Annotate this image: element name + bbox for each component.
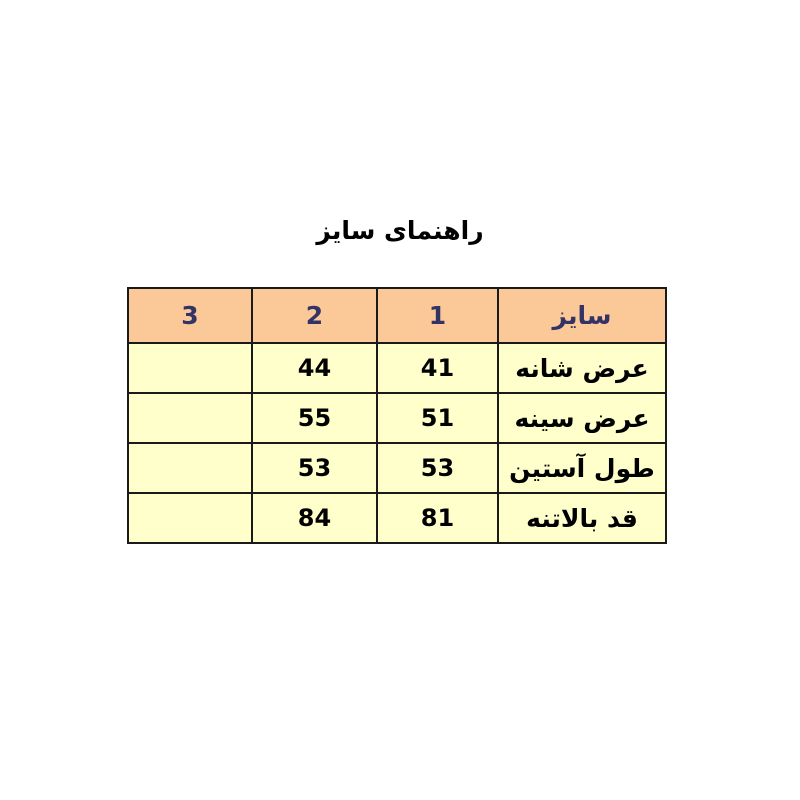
value-cell: 53	[377, 443, 498, 493]
row-label-cell: عرض شانه	[498, 343, 666, 393]
value-cell: 53	[252, 443, 377, 493]
value-cell-empty	[128, 493, 252, 543]
value-cell: 44	[252, 343, 377, 393]
size-guide-table	[127, 287, 667, 544]
table-row-torso-length	[128, 493, 666, 543]
value-cell: 41	[377, 343, 498, 393]
row-label-cell: طول آستین	[498, 443, 666, 493]
value-cell: 51	[377, 393, 498, 443]
row-label-cell: قد بالاتنه	[498, 493, 666, 543]
value-cell-empty	[128, 343, 252, 393]
value-cell: 55	[252, 393, 377, 443]
table-row-sleeve-length	[128, 443, 666, 493]
table-header-row	[128, 288, 666, 343]
value-cell-empty	[128, 443, 252, 493]
header-cell-size-label: سایز	[498, 288, 666, 343]
table-row-chest-width	[128, 393, 666, 443]
header-cell-size-2: 2	[252, 288, 377, 343]
value-cell: 81	[377, 493, 498, 543]
header-cell-size-3: 3	[128, 288, 252, 343]
row-label-cell: عرض سینه	[498, 393, 666, 443]
value-cell: 84	[252, 493, 377, 543]
header-cell-size-1: 1	[377, 288, 498, 343]
value-cell-empty	[128, 393, 252, 443]
page-title: راهنمای سایز	[316, 216, 484, 245]
table-row-shoulder-width	[128, 343, 666, 393]
